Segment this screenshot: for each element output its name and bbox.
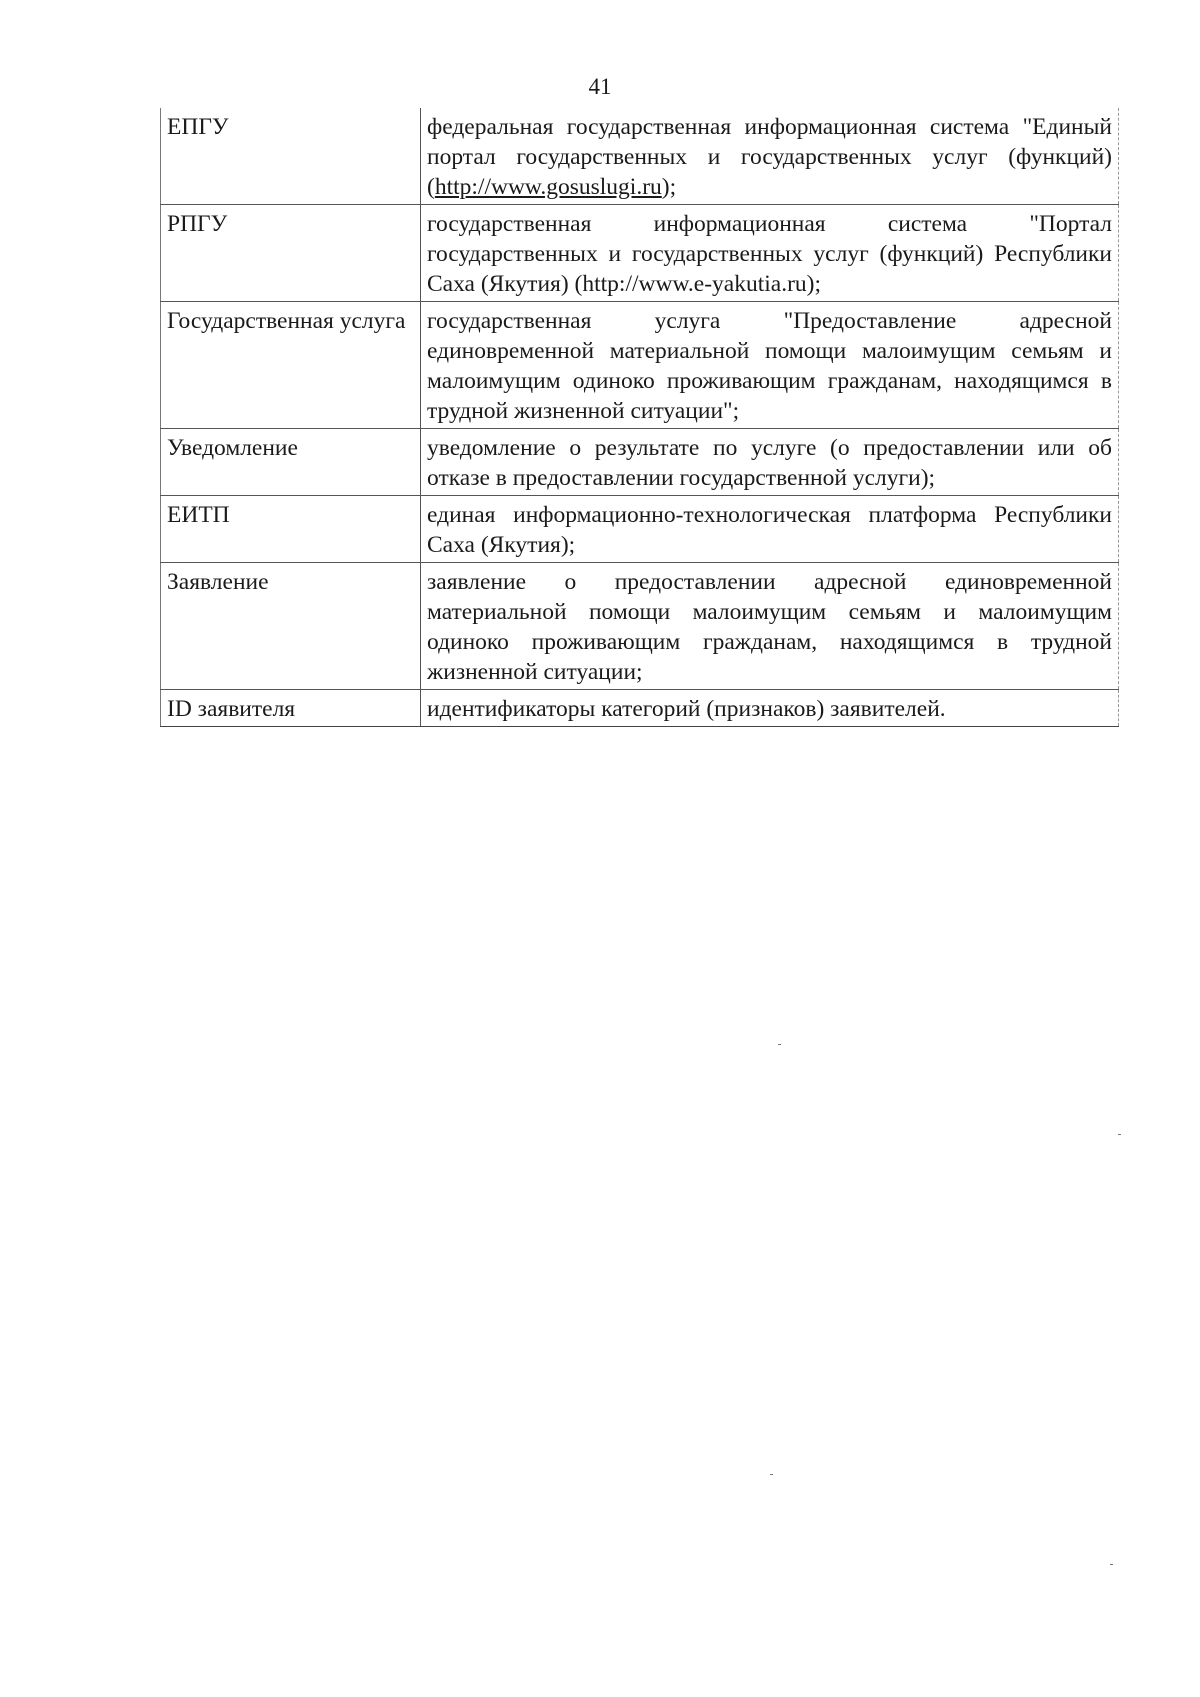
definition-cell: заявление о предоставлении адресной единовременной материальной помощи малоимущим семьям и малоимущим одиноко проживающим гражданам, находящимся в трудной жизненной ситуации; [421, 563, 1119, 690]
table-row [161, 563, 1119, 690]
page-number: 41 [588, 74, 612, 99]
gosuslugi-link[interactable]: http://www.gosuslugi.ru [434, 174, 662, 200]
glossary-table [160, 108, 1119, 727]
definition-cell: идентификаторы категорий (признаков) заявителей. [421, 690, 1119, 727]
scan-speck [1110, 1564, 1113, 1565]
term-cell: Государственная услуга [161, 302, 421, 429]
table-row [161, 302, 1119, 429]
scan-speck [1118, 1134, 1121, 1135]
term-cell: ЕИТП [161, 496, 421, 563]
term-cell: Уведомление [161, 429, 421, 496]
term-cell: ЕПГУ [161, 108, 421, 205]
definition-cell [421, 108, 1119, 205]
definition-text-end: ); [661, 174, 677, 200]
term-cell: РПГУ [161, 205, 421, 302]
term-cell: Заявление [161, 563, 421, 690]
definition-cell: государственная услуга "Предоставление адресной единовременной материальной помощи малоимущим семьям и малоимущим одиноко проживающим гражданам, находящимся в трудной жизненной ситуации"; [421, 302, 1119, 429]
definition-cell: государственная информационная система "Портал государственных и государственных услуг (функций) Республики Саха (Якутия) (http://www.e-yakutia.ru); [421, 205, 1119, 302]
table-row [161, 496, 1119, 563]
definition-cell: уведомление о результате по услуге (о предоставлении или об отказе в предоставлении государственной услуги); [421, 429, 1119, 496]
definition-cell: единая информационно-технологическая платформа Республики Саха (Якутия); [421, 496, 1119, 563]
scan-speck [778, 1044, 781, 1045]
table-row [161, 429, 1119, 496]
term-cell: ID заявителя [161, 690, 421, 727]
table-row [161, 690, 1119, 727]
definition-text: федеральная государственная информационная система "Единый портал государственных и государственных услуг (функций) ( [427, 114, 1112, 200]
table-row [161, 108, 1119, 205]
table-row [161, 205, 1119, 302]
scan-speck [770, 1474, 773, 1475]
